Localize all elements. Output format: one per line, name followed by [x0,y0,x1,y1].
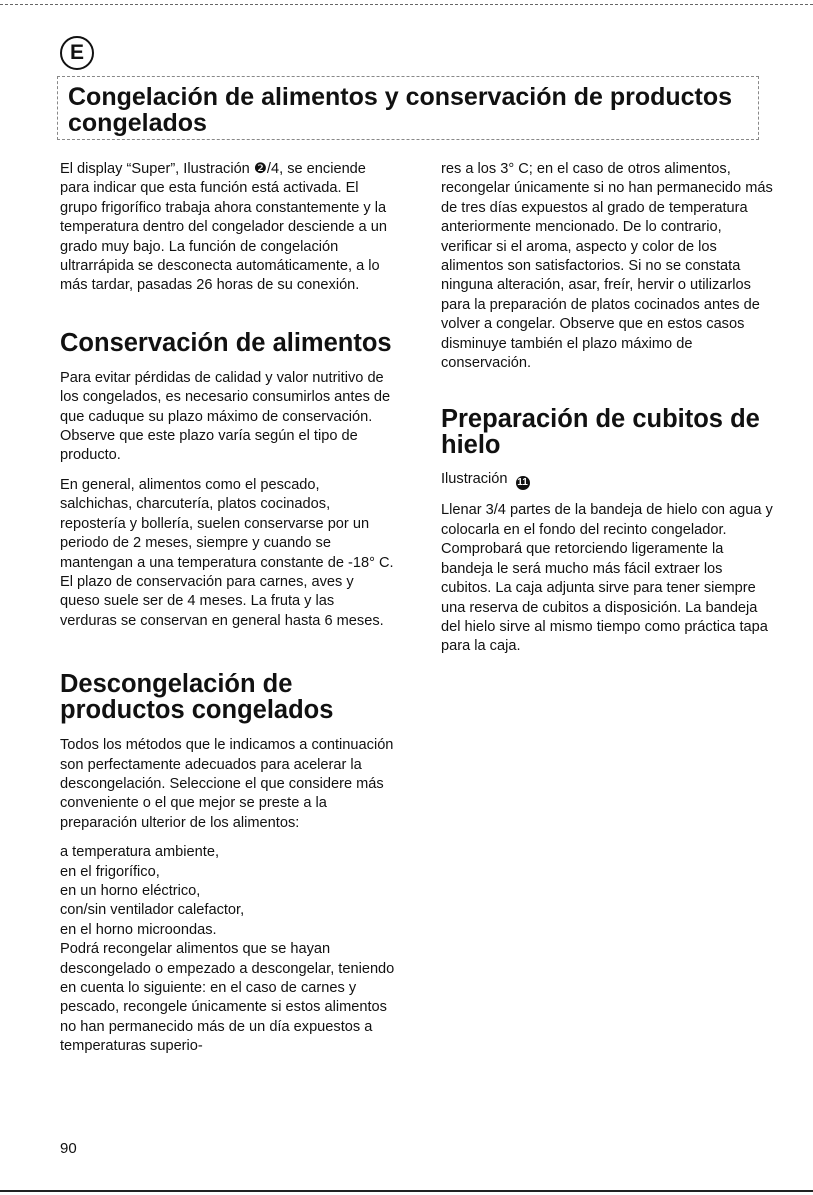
heading-cubitos: Preparación de cubitos de hielo [441,405,760,460]
descongelacion-paragraph-1: Todos los métodos que le indicamos a continuación son perfectamente adecuados para acelerar la descongelación. Seleccione el que considere más conveniente o el que mejor se preste a la preparación ulterior de los alimentos: [60,737,394,831]
intro-paragraph: El display “Super”, Ilustración ❷/4, se enciende para indicar que esta función está activada. El grupo frigorífico trabaja ahora constantemente y la temperatura dentro del congelador desciende a un grado muy bajo. La función de congelación ultrarrápida se desconecta automáticamente, a lo más tardar, pasadas 26 horas de su conexión. [60,161,387,294]
illustration-label: Ilustración [441,471,508,488]
list-item: con/sin ventilador calefactor, [60,902,245,919]
list-item: en un horno eléctrico, [60,882,201,899]
continuation-paragraph: res a los 3° C; en el caso de otros alimentos, recongelar únicamente si no han permanecido más de tres días expuestos al grado de temperatura anteriormente mencionado. De lo contrario, verificar si el aroma, aspecto y color de los alimentos son satisfactorios. Si no se constata ninguna alteración, asar, freír, hervir o utilizarlos para la preparación de platos cocinados antes de volver a congelar. Observe que en estos casos disminuye también el plazo máximo de conservación. [441,161,773,372]
right-column [441,160,776,657]
language-badge: E [60,36,94,70]
thaw-methods-list [60,843,395,1056]
illustration-reference [441,470,776,490]
page-number: 90 [60,1140,77,1157]
conservacion-paragraph-1: Para evitar pérdidas de calidad y valor nutritivo de los congelados, es necesario consumirlos antes de que caduque su plazo máximo de conservación. Observe que este plazo varía según el tipo de producto. [60,369,391,464]
list-item: en el horno microondas. [60,921,217,938]
heading-conservacion: Conservación de alimentos [60,328,392,357]
page-title: Congelación de alimentos y conservación de productos congelados [68,83,733,137]
cubitos-paragraph: Llenar 3/4 partes de la bandeja de hielo con agua y colocarla en el fondo del recinto congelador. Comprobará que retorciendo ligeramente la bandeja le será mucho más fácil extraer los cubitos. La caja adjunta sirve para tener siempre una reserva de cubitos a disposición. La bandeja del hielo sirve al mismo tiempo como práctica tapa para la caja. [441,502,773,655]
descongelacion-paragraph-2: Podrá recongelar alimentos que se hayan descongelado o empezado a descongelar, teniendo en cuenta lo siguiente: en el caso de carnes y pescado, recongele únicamente si estos alimentos no han permanecido más de un día expuestos a temperaturas superio- [60,941,395,1055]
heading-descongelacion: Descongelación de productos congelados [60,670,334,725]
left-column [60,160,395,1057]
conservacion-paragraph-2: En general, alimentos como el pescado, salchichas, charcutería, platos cocinados, repostería y bollería, suelen conservarse por un periodo de 2 meses, siempre y cuando se mantengan a una temperatura constante de -18° C. El plazo de conservación para carnes, aves y queso suele ser de 4 meses. La fruta y las verduras se conservan en general hasta 6 meses. [60,476,394,629]
illustration-number-icon: 11 [517,477,528,489]
bottom-rule [0,1190,813,1192]
top-rule [0,4,813,5]
list-item: en el frigorífico, [60,863,160,880]
list-item: a temperatura ambiente, [60,844,219,861]
